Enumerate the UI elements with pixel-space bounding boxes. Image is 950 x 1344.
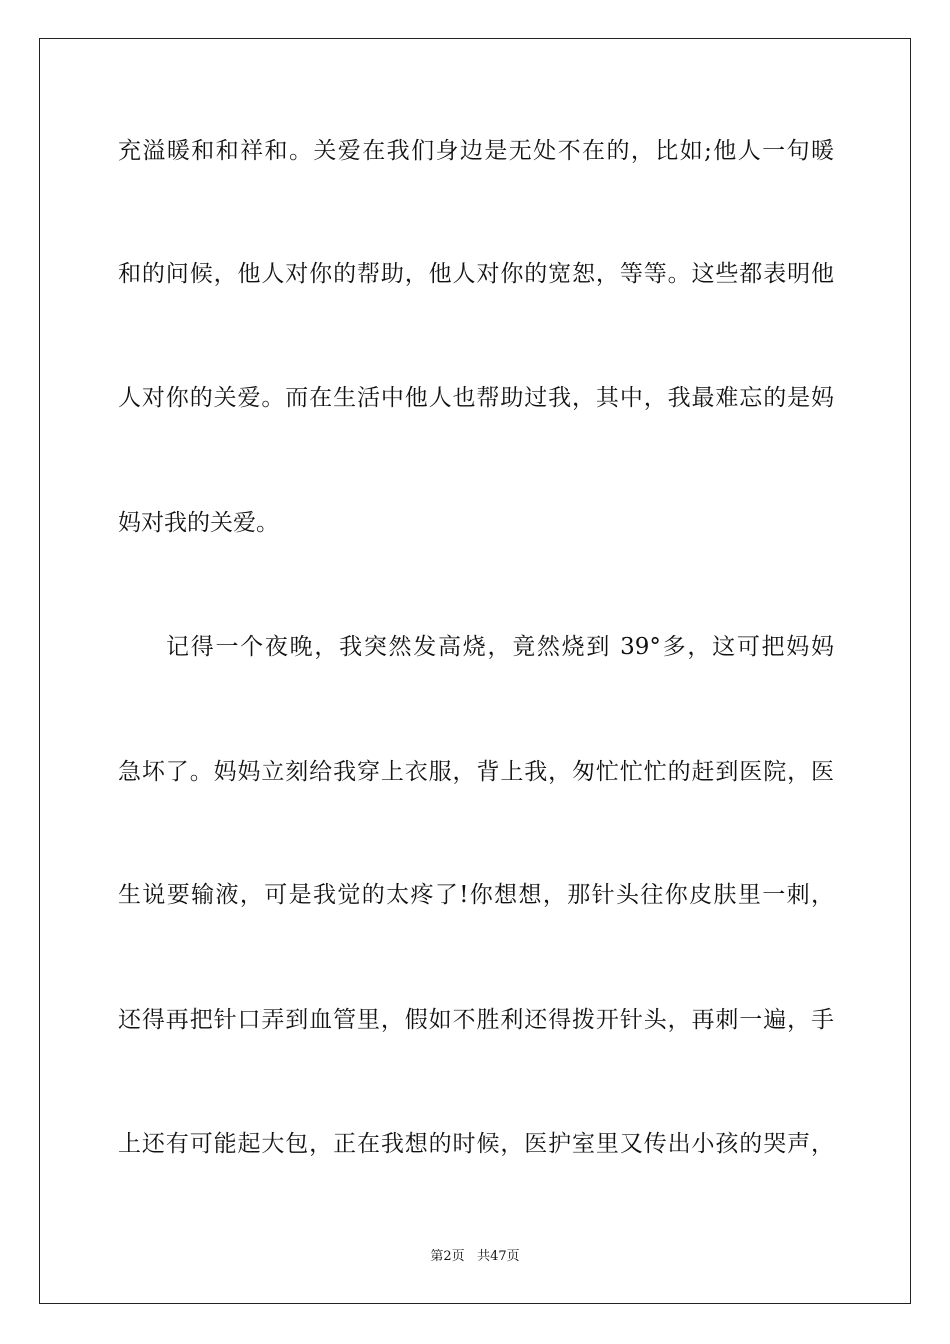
paragraph-line-4: 妈对我的关爱。 [118, 510, 279, 536]
page-total: 共47页 [477, 1249, 520, 1264]
paragraph-line-8: 还得再把针口弄到血管里，假如不胜利还得拨开针头，再刺一遍，手 [118, 1007, 834, 1033]
paragraph-line-9: 上还有可能起大包，正在我想的时候，医护室里又传出小孩的哭声， [118, 1131, 834, 1157]
page-footer [0, 1248, 950, 1266]
page-frame [39, 38, 911, 1304]
paragraph-line-6: 急坏了。妈妈立刻给我穿上衣服，背上我，匆忙忙忙的赶到医院，医 [118, 759, 834, 785]
paragraph-line-2: 和的问候，他人对你的帮助，他人对你的宽恕，等等。这些都表明他 [118, 261, 834, 287]
paragraph-line-5: 记得一个夜晚，我突然发高烧，竟然烧到 39°多，这可把妈妈 [166, 634, 834, 660]
page-number: 第2页 [430, 1249, 465, 1264]
paragraph-line-7: 生说要输液，可是我觉的太疼了!你想想，那针头往你皮肤里一刺， [118, 882, 834, 908]
paragraph-line-3: 人对你的关爱。而在生活中他人也帮助过我，其中，我最难忘的是妈 [118, 385, 834, 411]
paragraph-line-1: 充溢暖和和祥和。关爱在我们身边是无处不在的，比如;他人一句暖 [118, 138, 834, 164]
